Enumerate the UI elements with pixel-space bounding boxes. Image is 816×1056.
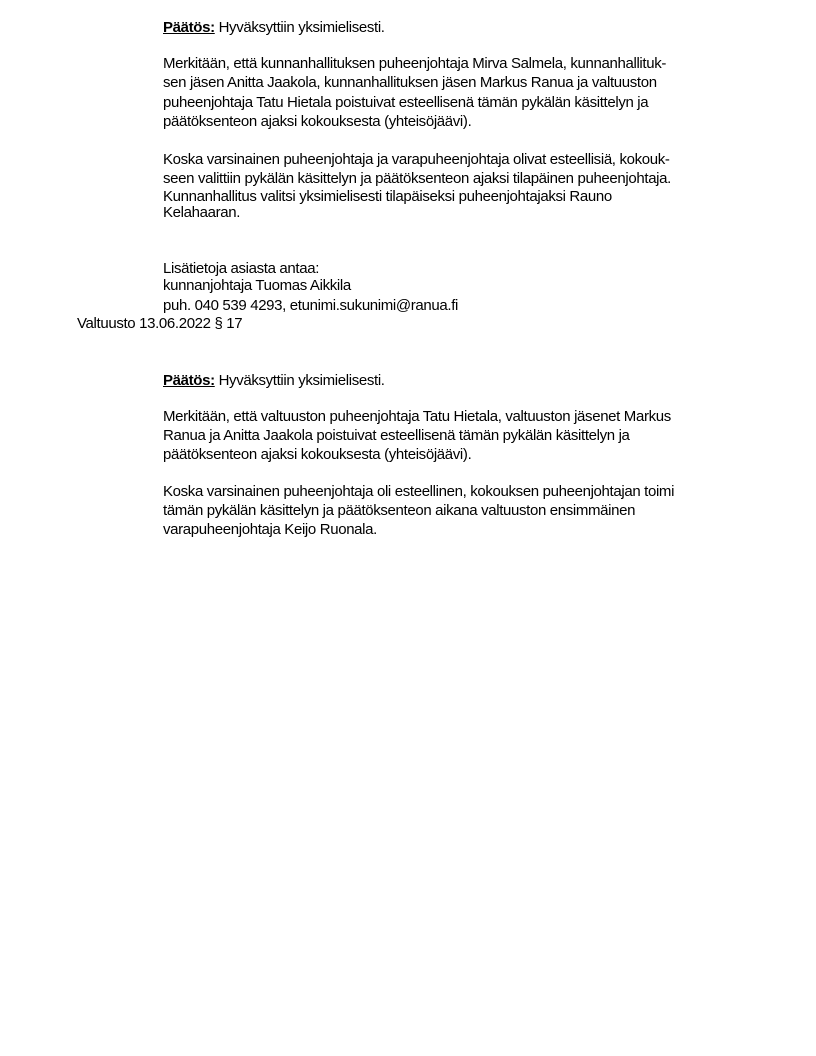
paragraph-line: tämän pykälän käsittelyn ja päätöksenteon aikana valtuuston ensimmäinen [163,502,636,519]
decision-line [163,372,385,390]
paragraph-line: Koska varsinainen puheenjohtaja oli esteellinen, kokouksen puheenjohtajan toimi [163,483,675,500]
paragraph-line: Merkitään, että valtuuston puheenjohtaja Tatu Hietala, valtuuston jäsenet Markus [163,408,671,425]
paragraph-line: Merkitään, että kunnanhallituksen puheenjohtaja Mirva Salmela, kunnanhallituk- [163,55,667,72]
paragraph-line: päätöksenteon ajaksi kokouksesta (yhteisöjäävi). [163,446,472,463]
contact-line: kunnanjohtaja Tuomas Aikkila [163,277,351,294]
paragraph-line: Kelahaaran. [163,204,241,221]
decision-text: Hyväksyttiin yksimielisesti. [214,19,385,36]
paragraph-line: päätöksenteon ajaksi kokouksesta (yhteisöjäävi). [163,113,472,130]
paragraph-line: Koska varsinainen puheenjohtaja ja varapuheenjohtaja olivat esteellisiä, kokouk- [163,151,670,168]
paragraph-line: varapuheenjohtaja Keijo Ruonala. [163,521,377,538]
paragraph-line: Ranua ja Anitta Jaakola poistuivat esteellisenä tämän pykälän käsittelyn ja [163,427,630,444]
paragraph-line: seen valittiin pykälän käsittelyn ja päätöksenteon ajaksi tilapäinen puheenjohtaja. [163,170,671,187]
paragraph-line: sen jäsen Anitta Jaakola, kunnanhallituksen jäsen Markus Ranua ja valtuuston [163,74,657,91]
contact-line: Lisätietoja asiasta antaa: [163,260,320,277]
decision-label: Päätös: [163,372,215,389]
decision-line [163,19,385,37]
decision-label: Päätös: [163,19,215,36]
section-heading: Valtuusto 13.06.2022 § 17 [77,315,243,332]
contact-line: puh. 040 539 4293, etunimi.sukunimi@ranua.fi [163,297,459,314]
paragraph-line: Kunnanhallitus valitsi yksimielisesti tilapäiseksi puheenjohtajaksi Rauno [163,188,612,205]
decision-text: Hyväksyttiin yksimielisesti. [214,372,385,389]
paragraph-line: puheenjohtaja Tatu Hietala poistuivat esteellisenä tämän pykälän käsittelyn ja [163,94,649,111]
